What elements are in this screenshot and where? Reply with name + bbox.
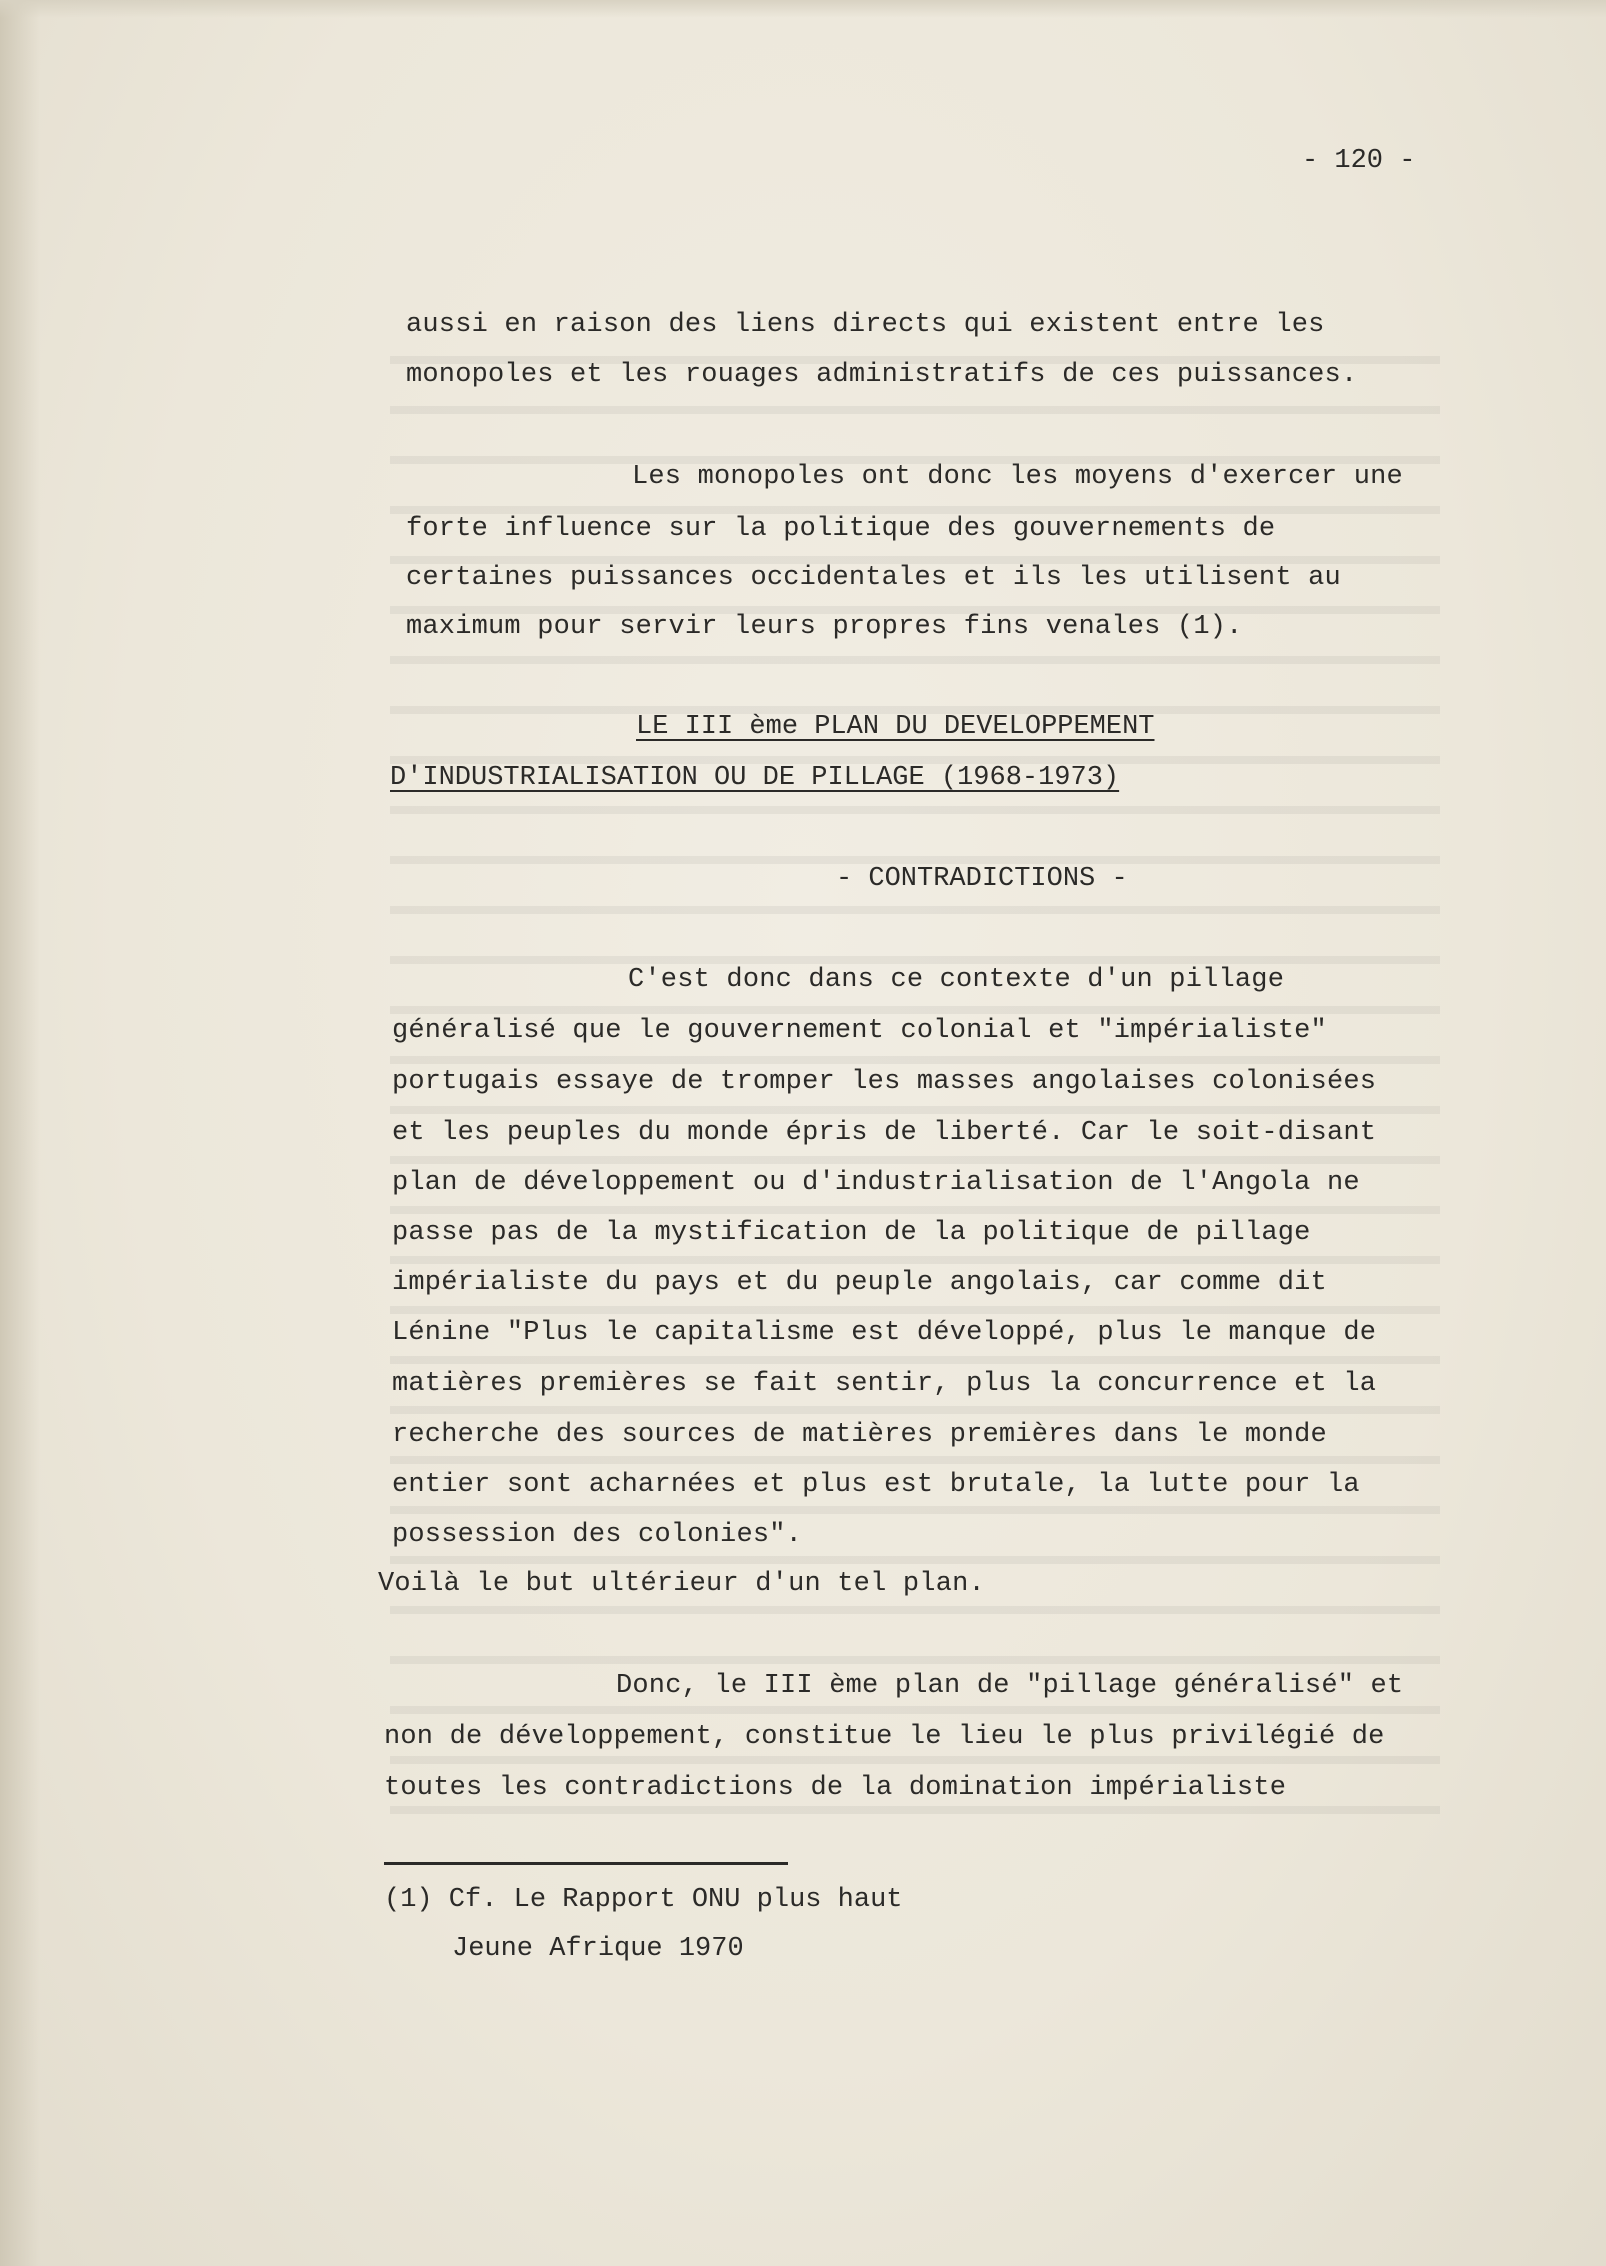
footnote-line: (1) Cf. Le Rapport ONU plus haut: [384, 1885, 903, 1915]
paragraph-line: et les peuples du monde épris de liberté. Car le soit-disant: [392, 1118, 1377, 1148]
footnote-separator: [384, 1862, 788, 1865]
section-title-line-2: D'INDUSTRIALISATION OU DE PILLAGE (1968-1973): [390, 763, 1120, 793]
page-edge-shadow: [0, 0, 40, 2266]
paragraph-line: Lénine "Plus le capitalisme est développé, plus le manque de: [392, 1318, 1377, 1348]
paragraph-line: C'est donc dans ce contexte d'un pillage: [628, 965, 1285, 995]
footnote-line: Jeune Afrique 1970: [452, 1934, 744, 1964]
paragraph-line: matières premières se fait sentir, plus la concurrence et la: [392, 1369, 1377, 1399]
paragraph-line: recherche des sources de matières premières dans le monde: [392, 1420, 1327, 1450]
paragraph-line: Donc, le III ème plan de "pillage généralisé" et: [616, 1671, 1404, 1701]
paragraph-line: Voilà le but ultérieur d'un tel plan.: [378, 1569, 985, 1599]
paragraph-line: maximum pour servir leurs propres fins venales (1).: [406, 612, 1243, 642]
page-top-shadow: [0, 0, 1606, 18]
paragraph-line: portugais essaye de tromper les masses angolaises colonisées: [392, 1067, 1377, 1097]
paragraph-line: généralisé que le gouvernement colonial et "impérialiste": [392, 1016, 1327, 1046]
paragraph-line: Les monopoles ont donc les moyens d'exercer une: [632, 462, 1403, 492]
paragraph-line: aussi en raison des liens directs qui existent entre les: [406, 310, 1325, 340]
paragraph-line: impérialiste du pays et du peuple angolais, car comme dit: [392, 1268, 1327, 1298]
paragraph-line: toutes les contradictions de la domination impérialiste: [384, 1773, 1287, 1803]
paragraph-line: entier sont acharnées et plus est brutale, la lutte pour la: [392, 1470, 1360, 1500]
section-subtitle: - CONTRADICTIONS -: [836, 864, 1128, 894]
paragraph-line: plan de développement ou d'industrialisation de l'Angola ne: [392, 1168, 1360, 1198]
page-number: - 120 -: [1302, 146, 1416, 176]
paragraph-line: non de développement, constitue le lieu le plus privilégié de: [384, 1722, 1385, 1752]
paragraph-line: passe pas de la mystification de la politique de pillage: [392, 1218, 1311, 1248]
paragraph-line: certaines puissances occidentales et ils les utilisent au: [406, 563, 1341, 593]
paragraph-line: possession des colonies".: [392, 1520, 803, 1550]
section-title-line-1: LE III ème PLAN DU DEVELOPPEMENT: [636, 712, 1155, 742]
paragraph-line: forte influence sur la politique des gouvernements de: [406, 514, 1276, 544]
paragraph-line: monopoles et les rouages administratifs de ces puissances.: [406, 360, 1358, 390]
